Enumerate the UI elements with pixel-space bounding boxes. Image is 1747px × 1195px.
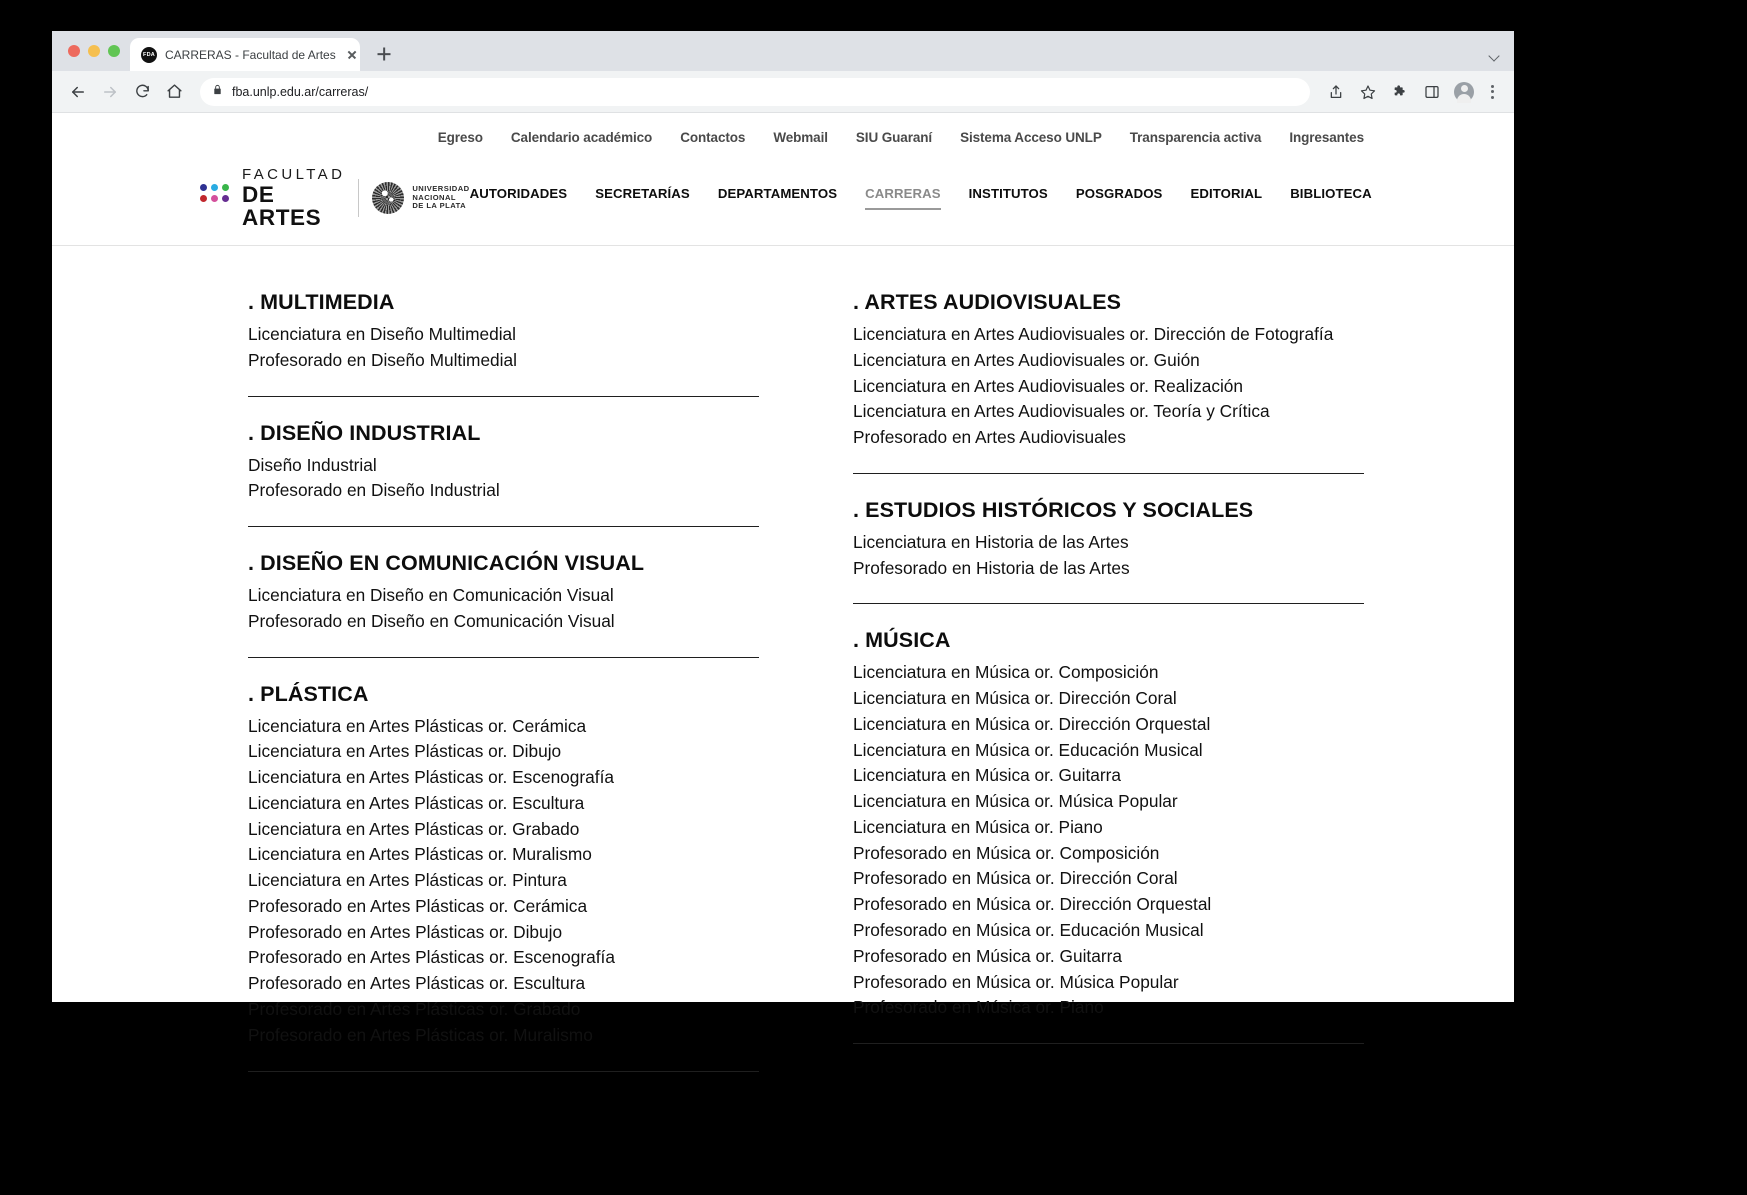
logo-dot bbox=[222, 184, 229, 191]
plus-icon[interactable] bbox=[370, 40, 398, 68]
career-program-link[interactable]: Profesorado en Artes Plásticas or. Escenografía bbox=[248, 947, 615, 968]
career-program-link[interactable]: Diseño Industrial bbox=[248, 454, 377, 475]
maximize-window-button[interactable] bbox=[108, 45, 120, 57]
utility-nav-item[interactable]: Calendario académico bbox=[510, 129, 653, 145]
nav-item-secretarias[interactable]: SECRETARÍAS bbox=[595, 186, 690, 201]
career-program-link[interactable]: Licenciatura en Diseño Multimedial bbox=[248, 324, 516, 344]
section-divider bbox=[248, 1071, 759, 1072]
career-program-link[interactable]: Licenciatura en Artes Audiovisuales or. Guión bbox=[853, 349, 1200, 370]
nav-item-institutos[interactable]: INSTITUTOS bbox=[968, 186, 1048, 201]
side-panel-icon[interactable] bbox=[1418, 78, 1446, 106]
career-program-link[interactable]: Licenciatura en Artes Plásticas or. Pintura bbox=[248, 870, 567, 891]
career-program-link[interactable]: Profesorado en Música or. Composición bbox=[853, 842, 1160, 863]
back-arrow-icon[interactable] bbox=[64, 78, 92, 106]
logo-dot bbox=[200, 184, 207, 191]
puzzle-icon[interactable] bbox=[1386, 78, 1414, 106]
career-section-heading: . MÚSICA bbox=[853, 628, 951, 653]
browser-toolbar bbox=[52, 71, 1514, 113]
section-divider bbox=[248, 526, 759, 527]
career-program-link[interactable]: Licenciatura en Artes Audiovisuales or. Dirección de Fotografía bbox=[853, 324, 1334, 344]
utility-nav-item[interactable]: Egreso bbox=[437, 129, 483, 145]
minimize-window-button[interactable] bbox=[88, 45, 100, 57]
url-text: fba.unlp.edu.ar/carreras/ bbox=[232, 84, 369, 99]
section-divider bbox=[853, 473, 1364, 474]
career-program-link[interactable]: Profesorado en Música or. Música Popular bbox=[853, 971, 1179, 992]
nav-item-biblioteca[interactable]: BIBLIOTECA bbox=[1290, 186, 1372, 201]
career-section-heading: . DISEÑO INDUSTRIAL bbox=[248, 420, 481, 445]
logo-dot bbox=[200, 195, 207, 202]
main-nav bbox=[470, 186, 1372, 210]
career-program-link[interactable]: Profesorado en Artes Plásticas or. Escultura bbox=[248, 973, 586, 994]
career-program-link[interactable]: Licenciatura en Artes Audiovisuales or. Realización bbox=[853, 375, 1244, 396]
logo-divider bbox=[358, 179, 359, 217]
browser-window bbox=[52, 31, 1514, 1045]
right-column bbox=[853, 290, 1364, 1068]
career-program-link[interactable]: Licenciatura en Artes Plásticas or. Escultura bbox=[248, 792, 585, 813]
nav-item-editorial[interactable]: EDITORIAL bbox=[1190, 186, 1263, 201]
career-program-link[interactable]: Licenciatura en Música or. Dirección Coral bbox=[853, 688, 1177, 709]
career-section bbox=[248, 682, 759, 1049]
site-logo[interactable] bbox=[200, 167, 470, 229]
career-program-link[interactable]: Licenciatura en Artes Plásticas or. Dibujo bbox=[248, 741, 562, 762]
section-divider bbox=[248, 396, 759, 397]
career-program-link[interactable]: Licenciatura en Artes Plásticas or. Escenografía bbox=[248, 767, 614, 788]
career-program-link[interactable]: Licenciatura en Música or. Guitarra bbox=[853, 765, 1121, 786]
career-section-heading: . ARTES AUDIOVISUALES bbox=[853, 290, 1122, 314]
career-program-link[interactable]: Licenciatura en Historia de las Artes bbox=[853, 531, 1129, 552]
career-section-heading: . DISEÑO EN COMUNICACIÓN VISUAL bbox=[248, 551, 645, 576]
career-program-link[interactable]: Licenciatura en Música or. Composición bbox=[853, 662, 1159, 683]
career-program-link[interactable]: Profesorado en Diseño Multimedial bbox=[248, 349, 517, 370]
utility-nav-item[interactable]: Webmail bbox=[773, 129, 828, 145]
unlp-line-2: NACIONAL bbox=[412, 192, 457, 202]
logo-line-2: DE ARTES bbox=[242, 182, 322, 230]
home-icon[interactable] bbox=[160, 78, 188, 106]
career-section bbox=[248, 421, 759, 505]
utility-nav-item[interactable]: Contactos bbox=[680, 129, 746, 145]
careers-content bbox=[52, 246, 1514, 1096]
utility-nav-item[interactable]: SIU Guaraní bbox=[855, 129, 933, 145]
career-program-link[interactable]: Profesorado en Artes Plásticas or. Dibujo bbox=[248, 921, 563, 942]
logo-dot bbox=[211, 195, 218, 202]
favicon: FDA bbox=[141, 47, 157, 63]
close-window-button[interactable] bbox=[68, 45, 80, 57]
utility-nav-item[interactable]: Transparencia activa bbox=[1129, 129, 1262, 145]
nav-item-autoridades[interactable]: AUTORIDADES bbox=[469, 186, 568, 201]
utility-nav bbox=[52, 121, 1514, 153]
page-content bbox=[52, 113, 1514, 1045]
logo-wordmark bbox=[242, 167, 345, 229]
career-section bbox=[248, 290, 759, 374]
logo-dot bbox=[211, 184, 218, 191]
career-program-link[interactable]: Profesorado en Artes Plásticas or. Grabado bbox=[248, 999, 581, 1020]
section-divider bbox=[853, 603, 1364, 604]
forward-arrow-icon[interactable] bbox=[96, 78, 124, 106]
career-section-heading: . PLÁSTICA bbox=[248, 681, 369, 706]
browser-tab[interactable] bbox=[130, 38, 360, 71]
career-program-link[interactable]: Profesorado en Música or. Dirección Orquestal bbox=[853, 894, 1212, 915]
logo-dot bbox=[222, 195, 229, 202]
window-controls bbox=[64, 31, 130, 71]
share-icon[interactable] bbox=[1322, 78, 1350, 106]
career-section bbox=[853, 498, 1364, 582]
career-program-link[interactable]: Profesorado en Música or. Dirección Coral bbox=[853, 868, 1178, 889]
unlp-seal-icon bbox=[372, 182, 404, 214]
logo-line-1: FACULTAD bbox=[242, 166, 346, 183]
career-program-link[interactable]: Profesorado en Música or. Guitarra bbox=[853, 945, 1122, 966]
career-program-link[interactable]: Licenciatura en Artes Plásticas or. Cerámica bbox=[248, 715, 587, 736]
career-program-link[interactable]: Profesorado en Artes Plásticas or. Cerámica bbox=[248, 895, 588, 916]
chevron-down-icon[interactable] bbox=[1490, 52, 1500, 62]
career-section-heading: . MULTIMEDIA bbox=[248, 290, 395, 314]
nav-item-departamentos[interactable]: DEPARTAMENTOS bbox=[717, 186, 838, 201]
career-program-link[interactable]: Profesorado en Historia de las Artes bbox=[853, 557, 1130, 578]
career-program-link[interactable]: Profesorado en Diseño Industrial bbox=[248, 480, 500, 501]
career-program-link[interactable]: Licenciatura en Artes Plásticas or. Grabado bbox=[248, 818, 580, 839]
site-header bbox=[52, 113, 1514, 246]
career-program-link[interactable]: Licenciatura en Música or. Educación Musical bbox=[853, 739, 1203, 760]
career-program-link[interactable]: Licenciatura en Música or. Dirección Orquestal bbox=[853, 713, 1211, 734]
career-program-link[interactable]: Licenciatura en Diseño en Comunicación Visual bbox=[248, 585, 614, 606]
career-section bbox=[853, 628, 1364, 1021]
tab-title: CARRERAS - Facultad de Artes bbox=[165, 47, 336, 62]
career-program-link[interactable]: Licenciatura en Música or. Piano bbox=[853, 816, 1103, 837]
utility-nav-item[interactable]: Ingresantes bbox=[1289, 129, 1364, 145]
unlp-line-1: UNIVERSIDAD bbox=[412, 183, 470, 193]
address-bar[interactable] bbox=[200, 78, 1310, 106]
utility-nav-item[interactable]: Sistema Acceso UNLP bbox=[960, 129, 1102, 145]
logo-dots-icon bbox=[200, 184, 229, 213]
career-program-link[interactable]: Licenciatura en Artes Audiovisuales or. Teoría y Crítica bbox=[853, 401, 1270, 422]
nav-item-carreras[interactable]: CARRERAS bbox=[865, 186, 941, 210]
career-program-link[interactable]: Profesorado en Música or. Piano bbox=[853, 997, 1104, 1018]
section-divider bbox=[853, 1043, 1364, 1044]
unlp-wordmark bbox=[412, 185, 469, 212]
star-icon[interactable] bbox=[1354, 78, 1382, 106]
career-section bbox=[248, 551, 759, 635]
header-row bbox=[52, 153, 1514, 245]
career-section-heading: . ESTUDIOS HISTÓRICOS Y SOCIALES bbox=[853, 497, 1254, 522]
career-program-link[interactable]: Profesorado en Artes Audiovisuales bbox=[853, 427, 1126, 448]
kebab-menu-icon[interactable] bbox=[1482, 81, 1502, 103]
career-program-link[interactable]: Profesorado en Artes Plásticas or. Muralismo bbox=[248, 1024, 593, 1045]
career-program-link[interactable]: Licenciatura en Música or. Música Popular bbox=[853, 791, 1178, 812]
unlp-line-3: DE LA PLATA bbox=[412, 201, 467, 211]
career-program-link[interactable]: Licenciatura en Artes Plásticas or. Muralismo bbox=[248, 844, 592, 865]
lock-icon bbox=[212, 83, 223, 101]
nav-item-posgrados[interactable]: POSGRADOS bbox=[1075, 186, 1163, 201]
reload-icon[interactable] bbox=[128, 78, 156, 106]
career-program-link[interactable]: Profesorado en Música or. Educación Musical bbox=[853, 920, 1204, 941]
tab-strip bbox=[52, 31, 1514, 71]
section-divider bbox=[248, 657, 759, 658]
avatar-icon[interactable] bbox=[1450, 78, 1478, 106]
career-program-link[interactable]: Profesorado en Diseño en Comunicación Visual bbox=[248, 610, 615, 631]
career-section bbox=[853, 290, 1364, 451]
close-icon[interactable] bbox=[344, 47, 360, 63]
unlp-logo bbox=[372, 182, 469, 214]
left-column bbox=[248, 290, 759, 1096]
